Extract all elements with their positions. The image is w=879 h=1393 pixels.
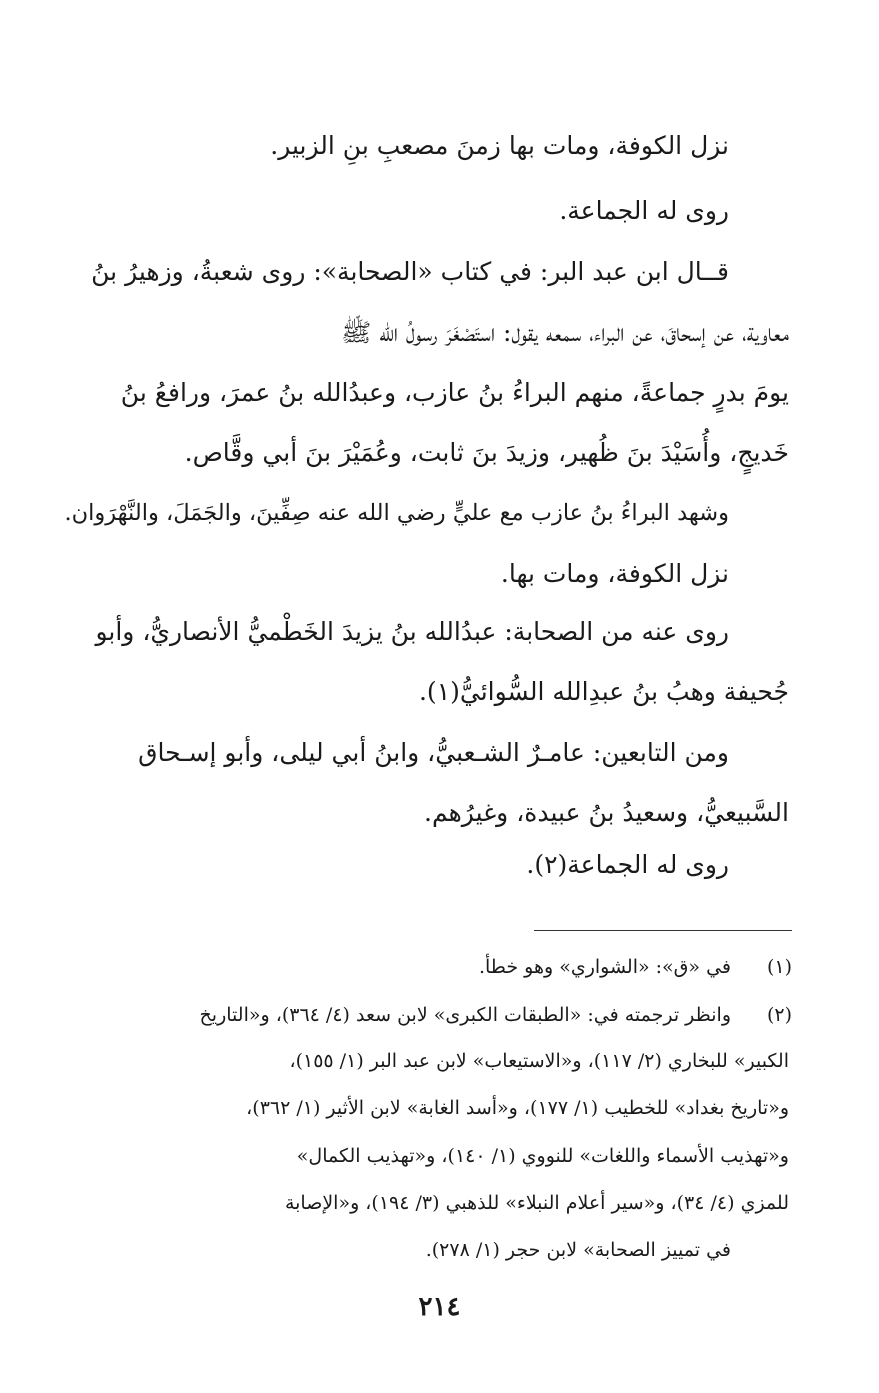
footnote-marker: (٢) bbox=[766, 1004, 792, 1026]
body-line: وشهد البراءُ بنُ عازب مع عليٍّ رضي الله عنه صِفِّينَ، والجَمَلَ، والنَّهْرَوان. bbox=[64, 500, 729, 526]
footnote-line: و«تهذيب الأسماء واللغات» للنووي (١/ ١٤٠)، و«تهذيب الكمال» bbox=[296, 1145, 789, 1167]
body-line: روى له الجماعة. bbox=[559, 196, 729, 225]
body-line: روى له الجماعة(٢). bbox=[526, 850, 729, 879]
footnote-line: في تمييز الصحابة» لابن حجر (١/ ٢٧٨). bbox=[425, 1239, 731, 1261]
body-line: السَّبيعيُّ، وسعيدُ بنُ عبيدة، وغيرُهم. bbox=[424, 798, 789, 827]
footnote-line: في «ق»: «الشواري» وهو خطأ. bbox=[478, 956, 731, 978]
body-line: معاوية، عن إسحاقَ، عن البراء، سمعه يقول: استَصْغَرَ رسولُ الله ﷺ bbox=[341, 318, 789, 347]
body-line: روى عنه من الصحابة: عبدُالله بنُ يزيدَ الخَطْميُّ الأنصاريُّ، وأبو bbox=[95, 617, 729, 646]
footnote-marker: (١) bbox=[766, 956, 792, 978]
body-line: نزل الكوفة، ومات بها زمنَ مصعبِ بنِ الزبير. bbox=[270, 131, 729, 160]
body-line: خَديجٍ، وأُسَيْدَ بنَ ظُهير، وزيدَ بنَ ثابت، وعُمَيْرَ بنَ أبي وقَّاص. bbox=[184, 438, 789, 467]
footnote-line: و«تاريخ بغداد» للخطيب (١/ ١٧٧)، و«أسد الغابة» لابن الأثير (١/ ٣٦٢)، bbox=[246, 1097, 789, 1119]
body-line: ومن التابعين: عامـرٌ الشـعبيُّ، وابنُ أبي ليلى، وأبو إسـحاق bbox=[138, 738, 729, 767]
body-line: قــال ابن عبد البر: في كتاب «الصحابة»: روى شعبةُ، وزهيرُ بنُ bbox=[91, 257, 729, 286]
footnote-separator bbox=[534, 930, 792, 931]
body-line: جُحيفة وهبُ بنُ عبدِالله السُّوائيُّ(١). bbox=[418, 677, 789, 706]
footnote-line: وانظر ترجمته في: «الطبقات الكبرى» لابن سعد (٤/ ٣٦٤)، و«التاريخ bbox=[199, 1004, 731, 1026]
footnote-line: للمزي (٤/ ٣٤)، و«سير أعلام النبلاء» للذهبي (٣/ ١٩٤)، و«الإصابة bbox=[284, 1192, 789, 1214]
body-line: يومَ بدرٍ جماعةً، منهم البراءُ بنُ عازب، وعبدُالله بنُ عمرَ، ورافعُ بنُ bbox=[120, 378, 789, 407]
footnote-line: الكبير» للبخاري (٢/ ١١٧)، و«الاستيعاب» لابن عبد البر (١/ ١٥٥)، bbox=[289, 1050, 789, 1072]
page-number: ٢١٤ bbox=[418, 1292, 461, 1322]
body-line: نزل الكوفة، ومات بها. bbox=[500, 559, 729, 588]
